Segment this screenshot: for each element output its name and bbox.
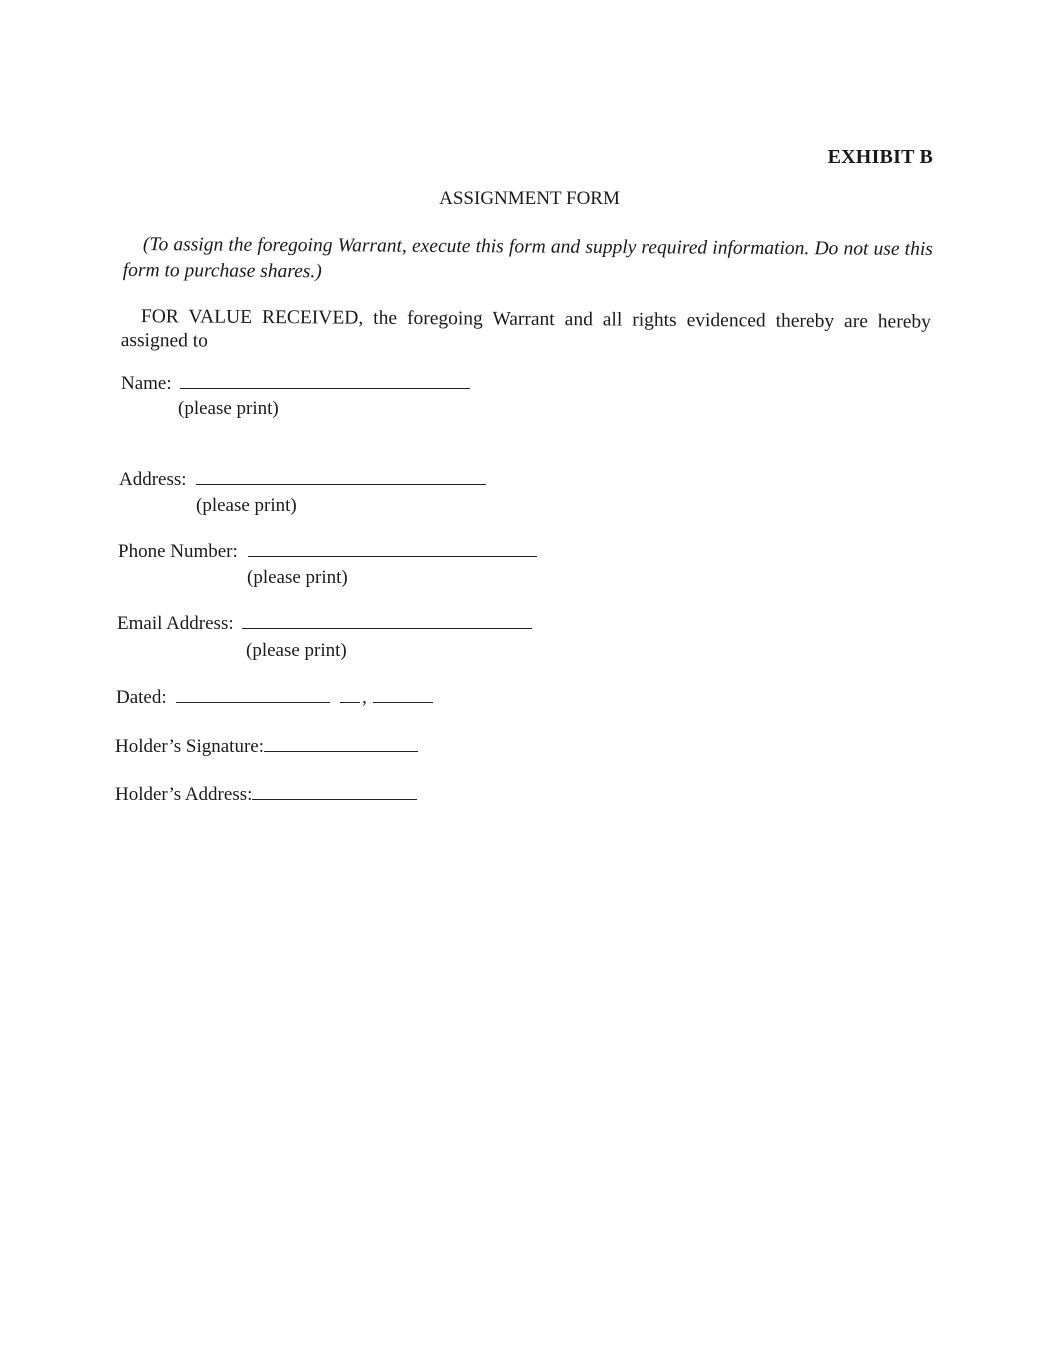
value-received-paragraph: FOR VALUE RECEIVED, the foregoing Warrant and all rights evidenced thereby are hereby assigned to — [120, 306, 931, 352]
email-input-line[interactable] — [242, 612, 532, 629]
dated-separator: , — [362, 687, 367, 708]
form-title: ASSIGNMENT FORM — [439, 188, 620, 209]
address-field — [119, 468, 486, 491]
exhibit-label: EXHIBIT B — [827, 146, 933, 168]
signature-label: Holder’s Signature: — [115, 736, 264, 757]
email-label: Email Address: — [117, 613, 234, 634]
name-field — [121, 372, 470, 395]
phone-label: Phone Number: — [118, 541, 238, 562]
holder-address-label: Holder’s Address: — [115, 784, 253, 805]
phone-input-line[interactable] — [248, 540, 537, 557]
dated-month-day-line[interactable] — [176, 686, 330, 703]
phone-field — [118, 540, 537, 563]
dated-field — [116, 686, 433, 709]
email-field — [117, 612, 532, 635]
name-input-line[interactable] — [180, 372, 470, 389]
address-hint: (please print) — [196, 495, 297, 516]
dated-day-line[interactable] — [340, 686, 360, 703]
name-hint: (please print) — [178, 398, 279, 419]
signature-input-line[interactable] — [264, 735, 418, 752]
address-label: Address: — [119, 469, 187, 490]
name-label: Name: — [121, 373, 172, 394]
holder-address-field — [115, 783, 417, 806]
phone-hint: (please print) — [247, 567, 348, 588]
address-input-line[interactable] — [196, 468, 486, 485]
signature-field — [115, 735, 418, 758]
instructions-paragraph: (To assign the foregoing Warrant, execute this form and supply required information. Do not use this form to purchase shares.) — [122, 234, 933, 283]
holder-address-input-line[interactable] — [252, 783, 417, 800]
dated-label: Dated: — [116, 687, 167, 708]
dated-year-line[interactable] — [373, 686, 433, 703]
email-hint: (please print) — [246, 640, 347, 661]
